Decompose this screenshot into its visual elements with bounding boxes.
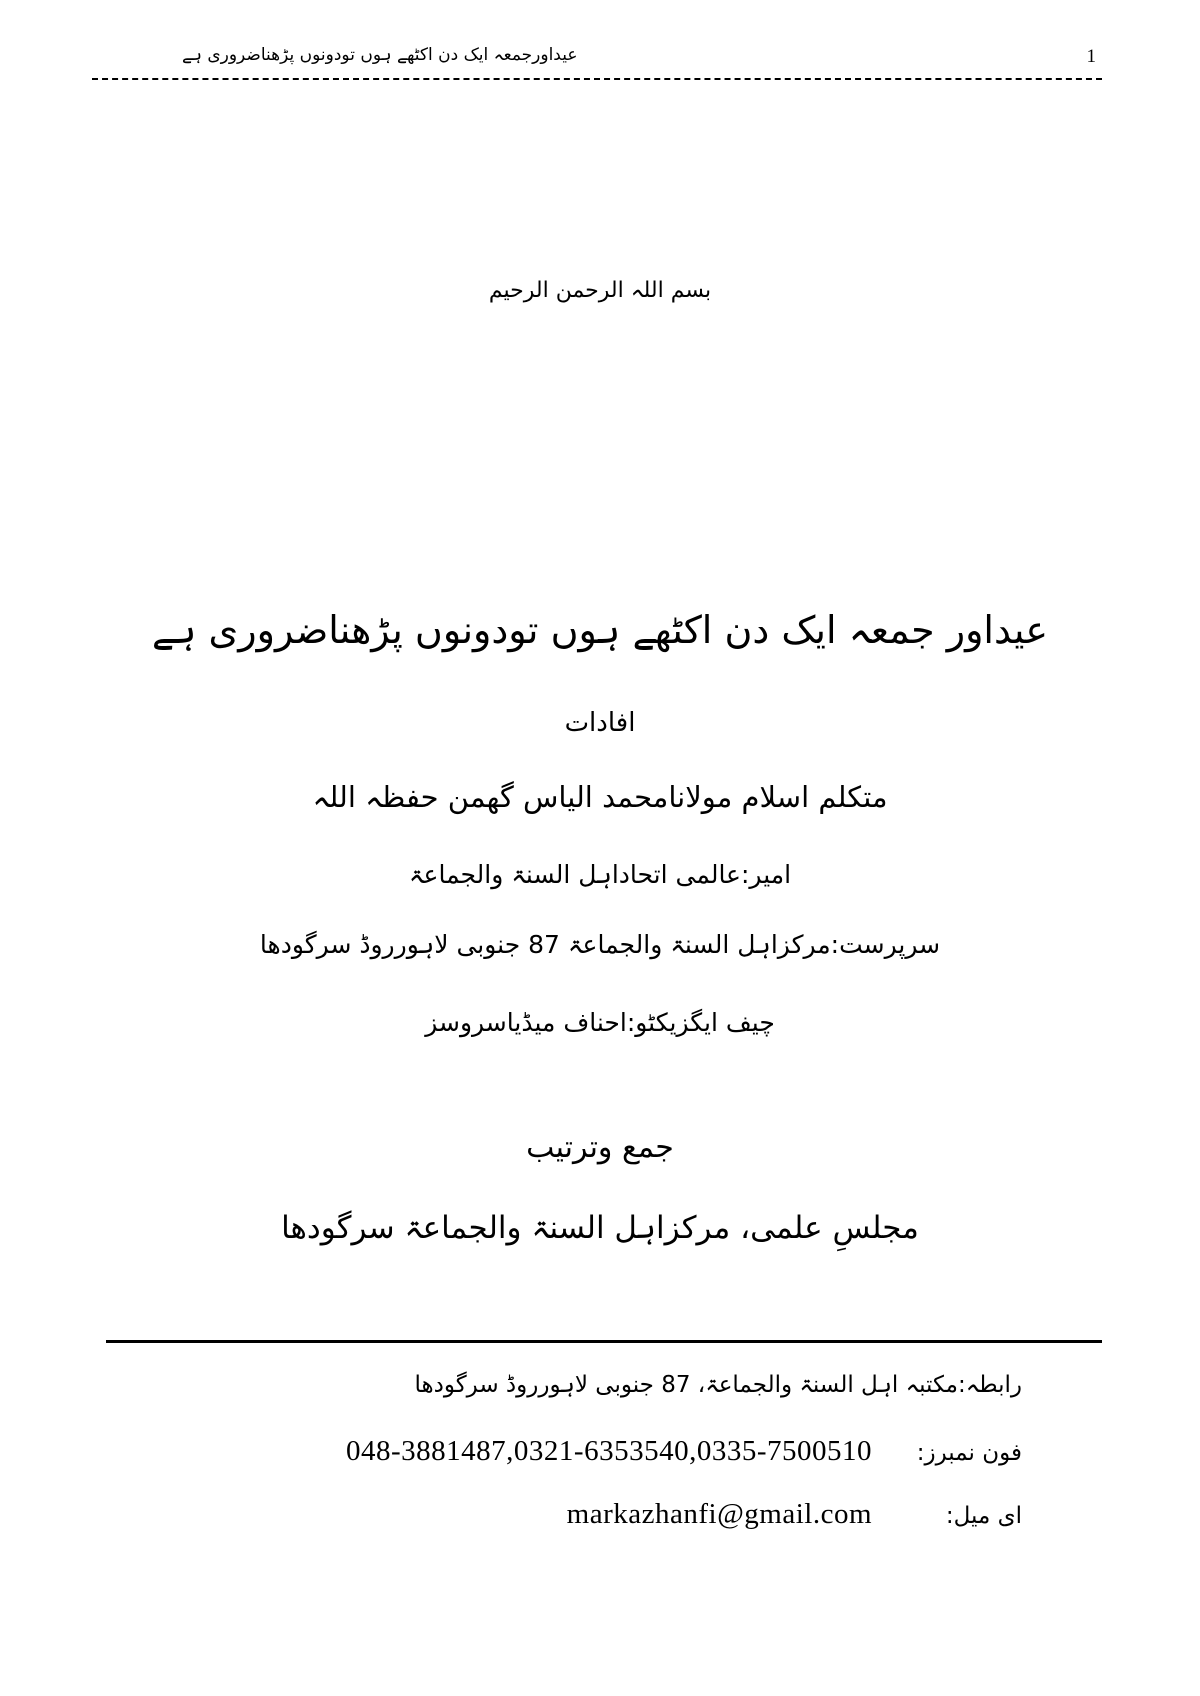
contact-email-row [200,1498,1022,1531]
author-ameer-line: امیر:عالمی اتحاداہل السنۃ والجماعۃ [408,860,792,889]
author-name: متکلم اسلام مولانامحمد الیاس گھمن حفظہ اللہ [312,780,888,814]
email-address[interactable]: markazhanfi@gmail.com [566,1498,872,1530]
running-header [92,40,1102,82]
compilation-heading: جمع وترتیب [526,1130,674,1165]
phone-numbers: 048-3881487,0321-6353540,0335-7500510 [346,1435,872,1467]
author-chief-line: چیف ایگزیکٹو:احناف میڈیاسروسز [425,1008,775,1037]
email-label: ای میل: [945,1503,1022,1529]
contact-phone-row [200,1435,1022,1468]
phone-label: فون نمبرز: [916,1440,1022,1466]
bismillah: بسم اللہ الرحمن الرحیم [488,278,712,303]
author-sarparast-line: سرپرست:مرکزاہل السنۃ والجماعۃ 87 جنوبی لاہورروڈ سرگودھا [259,930,941,959]
header-rule [92,78,1102,80]
contact-address: رابطہ:مکتبہ اہل السنۃ والجماعۃ، 87 جنوبی لاہورروڈ سرگودھا [414,1372,1022,1398]
compiler-name: مجلسِ علمی، مرکزاہل السنۃ والجماعۃ سرگودھا [281,1210,919,1246]
document-title: عیداور جمعہ ایک دن اکٹھے ہوں تودونوں پڑھناضروری ہے [151,608,1049,652]
page-number: 1 [1086,46,1096,67]
running-header-title: عیداورجمعہ ایک دن اکٹھے ہوں تودونوں پڑھناضروری ہے [182,45,578,65]
footer-rule [106,1340,1102,1343]
ifadat-label: افادات [564,708,636,738]
